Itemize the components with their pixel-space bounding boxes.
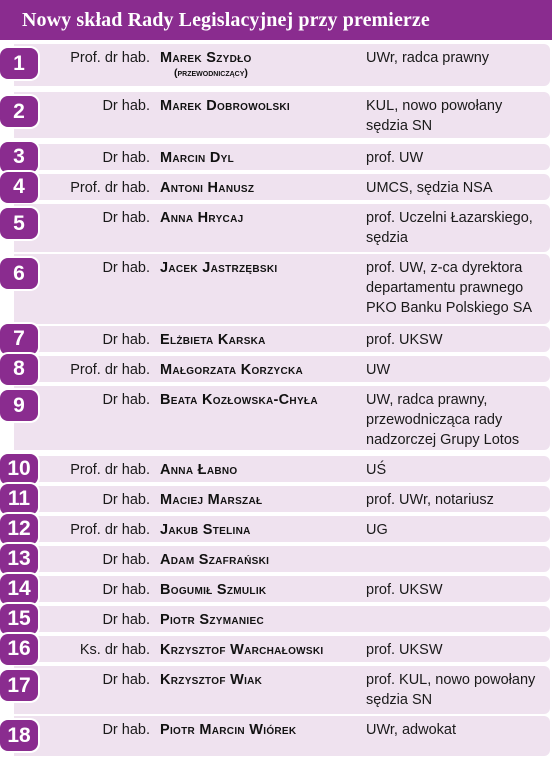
member-affiliation: prof. UKSW bbox=[366, 642, 443, 658]
member-name: Krzysztof Warchałowski bbox=[160, 642, 324, 658]
number-badge: 14 bbox=[0, 574, 38, 605]
list-item bbox=[7, 516, 550, 542]
number-badge: 7 bbox=[0, 324, 38, 355]
member-role-note: (przewodniczący) bbox=[174, 67, 248, 79]
member-affiliation: prof. KUL, nowo powołany sędzia SN bbox=[366, 672, 536, 708]
member-degree: Dr hab. bbox=[102, 210, 150, 226]
number-badge: 11 bbox=[0, 484, 38, 515]
member-degree: Prof. dr hab. bbox=[70, 50, 150, 66]
list-item bbox=[7, 456, 550, 482]
member-affiliation: UŚ bbox=[366, 462, 387, 478]
member-name: Piotr Marcin Wiórek bbox=[160, 722, 297, 738]
member-degree: Prof. dr hab. bbox=[70, 362, 150, 378]
member-name: Jacek Jastrzębski bbox=[160, 260, 278, 276]
page-title: Nowy skład Rady Legislacyjnej przy premierze bbox=[22, 8, 430, 31]
member-degree: Dr hab. bbox=[102, 552, 150, 568]
list-item bbox=[7, 716, 550, 756]
number-badge: 5 bbox=[0, 208, 38, 239]
member-name: Marcin Dyl bbox=[160, 150, 235, 166]
member-degree: Ks. dr hab. bbox=[79, 642, 150, 658]
member-affiliation: UG bbox=[366, 522, 388, 538]
list-item bbox=[14, 204, 550, 252]
member-degree: Prof. dr hab. bbox=[70, 462, 150, 478]
member-name: Adam Szafrański bbox=[160, 552, 270, 568]
number-badge: 2 bbox=[0, 96, 38, 127]
member-degree: Dr hab. bbox=[102, 98, 150, 114]
number-badge: 17 bbox=[0, 670, 38, 701]
member-affiliation: UW bbox=[366, 362, 391, 378]
number-badge: 16 bbox=[0, 634, 38, 665]
member-affiliation: UWr, adwokat bbox=[366, 722, 456, 738]
member-name: Piotr Szymaniec bbox=[160, 612, 264, 628]
member-degree: Prof. dr hab. bbox=[70, 180, 150, 196]
member-degree: Dr hab. bbox=[102, 492, 150, 508]
number-badge: 9 bbox=[0, 390, 38, 421]
member-affiliation: prof. Uczelni Łazarskiego, sędzia bbox=[366, 210, 533, 246]
member-name: Krzysztof Wiak bbox=[160, 672, 263, 688]
list-item bbox=[14, 356, 550, 382]
member-name: Antoni Hanusz bbox=[160, 180, 255, 196]
member-name: Anna Łabno bbox=[160, 462, 238, 478]
member-name: Beata Kozłowska-Chyła bbox=[160, 392, 318, 408]
list-item bbox=[14, 92, 550, 138]
member-affiliation: prof. UWr, notariusz bbox=[366, 492, 494, 508]
member-degree: Dr hab. bbox=[102, 392, 150, 408]
list-item bbox=[14, 144, 550, 170]
number-badge: 6 bbox=[0, 258, 38, 289]
number-badge: 8 bbox=[0, 354, 38, 385]
member-degree: Dr hab. bbox=[102, 722, 150, 738]
member-affiliation: UWr, radca prawny bbox=[366, 50, 490, 66]
member-name: Małgorzata Korzycka bbox=[160, 362, 304, 378]
number-badge: 18 bbox=[0, 720, 38, 751]
member-name: Elżbieta Karska bbox=[160, 332, 266, 348]
number-badge: 4 bbox=[0, 172, 38, 203]
number-badge: 12 bbox=[0, 514, 38, 545]
member-degree: Dr hab. bbox=[102, 150, 150, 166]
list-item bbox=[14, 386, 550, 450]
list-item bbox=[7, 636, 550, 662]
list-item bbox=[14, 44, 550, 86]
member-affiliation: prof. UKSW bbox=[366, 582, 443, 598]
member-name: Anna Hrycaj bbox=[160, 210, 244, 226]
number-badge: 1 bbox=[0, 48, 38, 79]
list-item bbox=[14, 174, 550, 200]
number-badge: 10 bbox=[0, 454, 38, 485]
list-item bbox=[7, 546, 550, 572]
member-affiliation: prof. UKSW bbox=[366, 332, 443, 348]
header-bar bbox=[0, 0, 552, 40]
number-badge: 15 bbox=[0, 604, 38, 635]
member-degree: Dr hab. bbox=[102, 260, 150, 276]
member-degree: Dr hab. bbox=[102, 612, 150, 628]
list-item bbox=[7, 576, 550, 602]
number-badge: 13 bbox=[0, 544, 38, 575]
member-affiliation: prof. UW bbox=[366, 150, 424, 166]
member-degree: Dr hab. bbox=[102, 332, 150, 348]
list-item bbox=[14, 326, 550, 352]
member-name: Jakub Stelina bbox=[160, 522, 251, 538]
member-degree: Dr hab. bbox=[102, 672, 150, 688]
member-name: Marek Szydło bbox=[160, 50, 252, 66]
member-affiliation: KUL, nowo powołany sędzia SN bbox=[366, 98, 503, 134]
list-item bbox=[14, 254, 550, 324]
member-degree: Prof. dr hab. bbox=[70, 522, 150, 538]
list-item bbox=[7, 486, 550, 512]
number-badge: 3 bbox=[0, 142, 38, 173]
member-name: Bogumił Szmulik bbox=[160, 582, 267, 598]
member-affiliation: UW, radca prawny, przewodnicząca rady nadzorczej Grupy Lotos bbox=[366, 392, 520, 448]
member-degree: Dr hab. bbox=[102, 582, 150, 598]
member-affiliation: UMCS, sędzia NSA bbox=[366, 180, 493, 196]
member-affiliation: prof. UW, z-ca dyrektora departamentu prawnego PKO Banku Polskiego SA bbox=[366, 260, 533, 316]
member-name: Maciej Marszał bbox=[160, 492, 263, 508]
member-name: Marek Dobrowolski bbox=[160, 98, 291, 114]
list-item bbox=[7, 606, 550, 632]
list-item bbox=[7, 666, 550, 714]
